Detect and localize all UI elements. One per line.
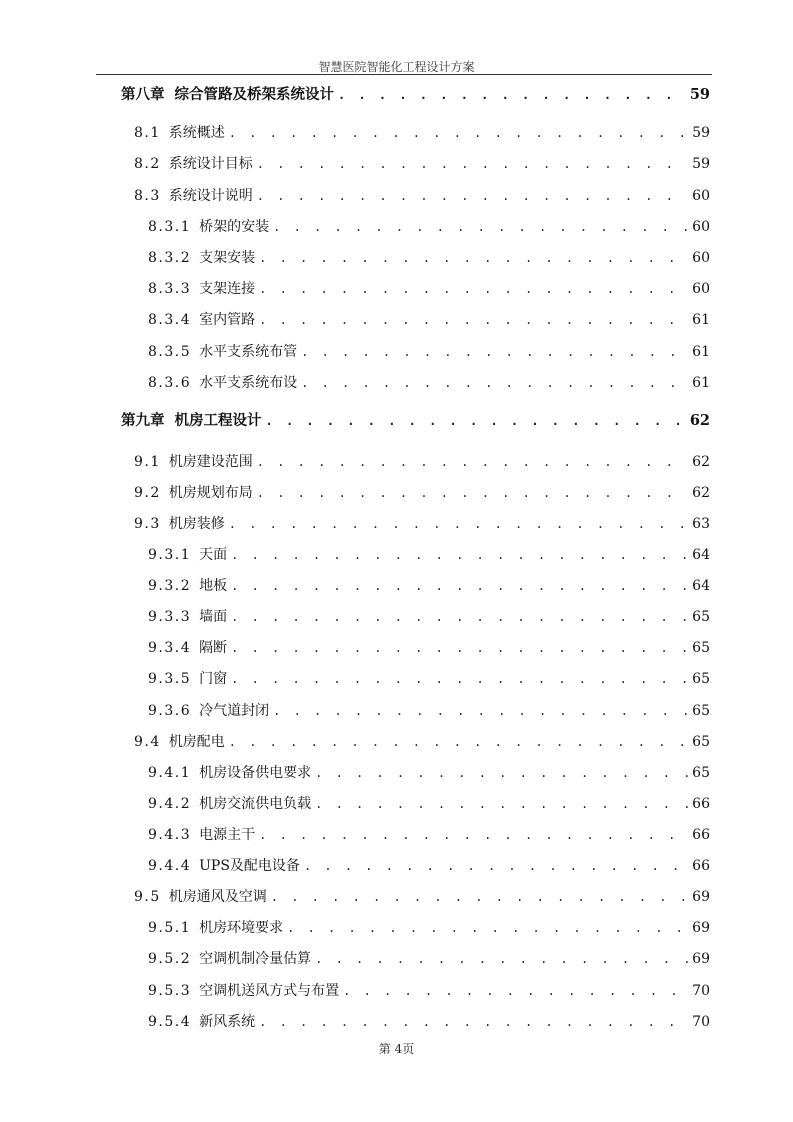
toc-page-number: 60	[692, 250, 710, 266]
toc-number: 8.3.6	[148, 375, 192, 391]
toc-title: 空调机制冷量估算	[199, 951, 312, 967]
toc-leader	[259, 280, 688, 298]
toc-subsection-8-3-3[interactable]	[148, 278, 710, 298]
toc-leader	[315, 764, 688, 782]
toc-subsection-9-3-2[interactable]	[148, 575, 710, 595]
toc-leader	[257, 187, 688, 205]
toc-number: 8.2	[134, 156, 161, 172]
toc-page-number: 65	[692, 671, 710, 687]
toc-title: 空调机送风方式与布置	[199, 983, 340, 999]
toc-section-8-2[interactable]	[134, 153, 710, 173]
toc-leader	[259, 249, 688, 267]
toc-page-number: 62	[692, 485, 710, 501]
toc-number: 8.3.3	[148, 281, 192, 297]
toc-subsection-8-3-1[interactable]	[148, 216, 710, 236]
toc-page-number: 60	[692, 219, 710, 235]
toc-title: 室内管路	[199, 312, 256, 328]
page-footer: 第 4页	[378, 1042, 415, 1056]
toc-number: 9.3.4	[148, 640, 192, 656]
toc-leader	[273, 702, 688, 720]
toc-title: 系统概述	[168, 125, 225, 141]
toc-title: 机房环境要求	[199, 920, 284, 936]
toc-title: 墙面	[199, 609, 228, 625]
toc-page-number: 61	[692, 312, 710, 328]
toc-number: 9.3	[134, 516, 161, 532]
toc-section-9-3[interactable]	[134, 513, 710, 533]
toc-leader	[301, 343, 688, 361]
toc-page-number: 60	[692, 188, 710, 204]
toc-title: 地板	[199, 578, 228, 594]
toc-title: 机房装修	[168, 516, 225, 532]
toc-number: 9.4	[134, 734, 161, 750]
toc-leader	[315, 950, 688, 968]
toc-number: 9.4.3	[148, 827, 192, 843]
toc-title: 桥架的安装	[199, 219, 270, 235]
toc-page-number: 66	[692, 796, 710, 812]
toc-title: 机房设备供电要求	[199, 765, 312, 781]
toc-number: 9.3.2	[148, 578, 192, 594]
toc-subsection-9-3-4[interactable]	[148, 637, 710, 657]
toc-number: 9.5	[134, 889, 161, 905]
toc-subsection-9-5-4[interactable]	[148, 1011, 710, 1031]
toc-number: 8.3.2	[148, 250, 192, 266]
toc-title: 支架连接	[199, 281, 256, 297]
toc-subsection-9-4-4[interactable]	[148, 855, 710, 875]
toc-number: 9.3.1	[148, 547, 192, 563]
toc-title: 机房工程设计	[174, 412, 262, 429]
toc-page-number: 69	[692, 920, 710, 936]
toc-number: 9.3.3	[148, 609, 192, 625]
toc-number: 9.1	[134, 454, 161, 470]
toc-page-number: 70	[692, 983, 710, 999]
toc-title: 隔断	[199, 640, 228, 656]
toc-chapter-8[interactable]	[121, 84, 710, 104]
toc-page-number: 65	[692, 734, 710, 750]
page-header: 智慧医院智能化工程设计方案	[318, 60, 475, 74]
toc-title: 机房建设范围	[168, 454, 253, 470]
toc-page-number: 69	[692, 951, 710, 967]
toc-page-number: 66	[692, 827, 710, 843]
toc-title: 支架安装	[199, 250, 256, 266]
toc-subsection-8-3-6[interactable]	[148, 372, 710, 392]
toc-title: 机房规划布局	[168, 485, 253, 501]
toc-number: 8.3.5	[148, 344, 192, 360]
toc-section-9-1[interactable]	[134, 451, 710, 471]
toc-title: 冷气道封闭	[199, 703, 270, 719]
toc-title: 门窗	[199, 671, 228, 687]
toc-number: 9.4.2	[148, 796, 192, 812]
toc-page-number: 65	[692, 609, 710, 625]
toc-leader	[259, 311, 688, 329]
toc-title: 水平支系统布管	[199, 344, 298, 360]
toc-leader	[231, 608, 688, 626]
toc-subsection-8-3-5[interactable]	[148, 341, 710, 361]
toc-chapter-9[interactable]	[121, 410, 710, 430]
toc-page-number: 59	[692, 125, 710, 141]
toc-leader	[229, 515, 688, 533]
toc-page-number: 70	[692, 1014, 710, 1030]
toc-number: 9.4.4	[148, 858, 192, 874]
toc-title: 系统设计目标	[168, 156, 253, 172]
toc-subsection-9-4-3[interactable]	[148, 824, 710, 844]
toc-number: 8.3	[134, 188, 161, 204]
toc-page-number: 64	[692, 578, 710, 594]
toc-leader	[231, 577, 688, 595]
toc-leader	[231, 670, 688, 688]
toc-leader	[257, 484, 688, 502]
toc-subsection-8-3-2[interactable]	[148, 247, 710, 267]
toc-leader	[257, 453, 688, 471]
toc-section-8-3[interactable]	[134, 185, 710, 205]
toc-leader	[229, 733, 688, 751]
toc-page-number: 59	[692, 156, 710, 172]
toc-page-number: 65	[692, 640, 710, 656]
toc-leader	[273, 218, 688, 236]
toc-title: 新风系统	[199, 1014, 256, 1030]
toc-subsection-9-5-1[interactable]	[148, 917, 710, 937]
toc-number: 8.1	[134, 125, 161, 141]
toc-leader	[259, 826, 688, 844]
toc-page-number: 62	[689, 412, 710, 429]
toc-number: 9.5.2	[148, 951, 192, 967]
toc-page-number: 59	[689, 86, 710, 103]
toc-leader	[315, 795, 688, 813]
toc-title: 天面	[199, 547, 228, 563]
toc-title: 系统设计说明	[168, 188, 253, 204]
toc-page-number: 66	[692, 858, 710, 874]
toc-page-number: 69	[692, 889, 710, 905]
toc-title: 机房配电	[168, 734, 225, 750]
toc-leader	[304, 857, 688, 875]
toc-leader	[287, 919, 688, 937]
toc-section-9-2[interactable]	[134, 482, 710, 502]
toc-section-9-4[interactable]	[134, 731, 710, 751]
toc-number: 9.5.4	[148, 1014, 192, 1030]
toc-number: 第八章	[121, 86, 165, 103]
toc-subsection-9-3-6[interactable]	[148, 700, 710, 720]
toc-subsection-9-4-2[interactable]	[148, 793, 710, 813]
toc-leader	[301, 374, 688, 392]
toc-section-9-5[interactable]	[134, 886, 710, 906]
toc-number: 9.5.1	[148, 920, 192, 936]
toc-title: 水平支系统布设	[199, 375, 298, 391]
toc-leader	[259, 1013, 688, 1031]
toc-subsection-9-5-3[interactable]	[148, 980, 710, 1000]
toc-subsection-9-5-2[interactable]	[148, 948, 710, 968]
toc-number: 9.5.3	[148, 983, 192, 999]
toc-number: 8.3.1	[148, 219, 192, 235]
toc-title: 综合管路及桥架系统设计	[174, 86, 334, 103]
toc-leader	[266, 412, 686, 430]
toc-number: 第九章	[121, 412, 165, 429]
toc-page-number: 62	[692, 454, 710, 470]
toc-title: UPS及配电设备	[199, 858, 300, 874]
toc-page-number: 61	[692, 375, 710, 391]
toc-number: 9.4.1	[148, 765, 192, 781]
toc-page-number: 65	[692, 765, 710, 781]
toc-subsection-8-3-4[interactable]	[148, 309, 710, 329]
toc-leader	[271, 888, 688, 906]
toc-number: 9.2	[134, 485, 161, 501]
toc-subsection-9-3-5[interactable]	[148, 668, 710, 688]
toc-subsection-9-3-3[interactable]	[148, 606, 710, 626]
toc-leader	[338, 86, 686, 104]
toc-number: 9.3.5	[148, 671, 192, 687]
toc-section-8-1[interactable]	[134, 122, 710, 142]
toc-page-number: 60	[692, 281, 710, 297]
toc-subsection-9-3-1[interactable]	[148, 544, 710, 564]
toc-number: 8.3.4	[148, 312, 192, 328]
toc-leader	[257, 155, 688, 173]
toc-page-number: 65	[692, 703, 710, 719]
toc-page-number: 61	[692, 344, 710, 360]
toc-subsection-9-4-1[interactable]	[148, 762, 710, 782]
toc-title: 机房交流供电负载	[199, 796, 312, 812]
toc-leader	[343, 982, 688, 1000]
toc-page-number: 63	[692, 516, 710, 532]
toc-leader	[231, 639, 688, 657]
toc-title: 机房通风及空调	[168, 889, 267, 905]
toc-number: 9.3.6	[148, 703, 192, 719]
toc-page-number: 64	[692, 547, 710, 563]
toc-title: 电源主干	[199, 827, 256, 843]
toc-leader	[231, 546, 688, 564]
toc-leader	[229, 124, 688, 142]
